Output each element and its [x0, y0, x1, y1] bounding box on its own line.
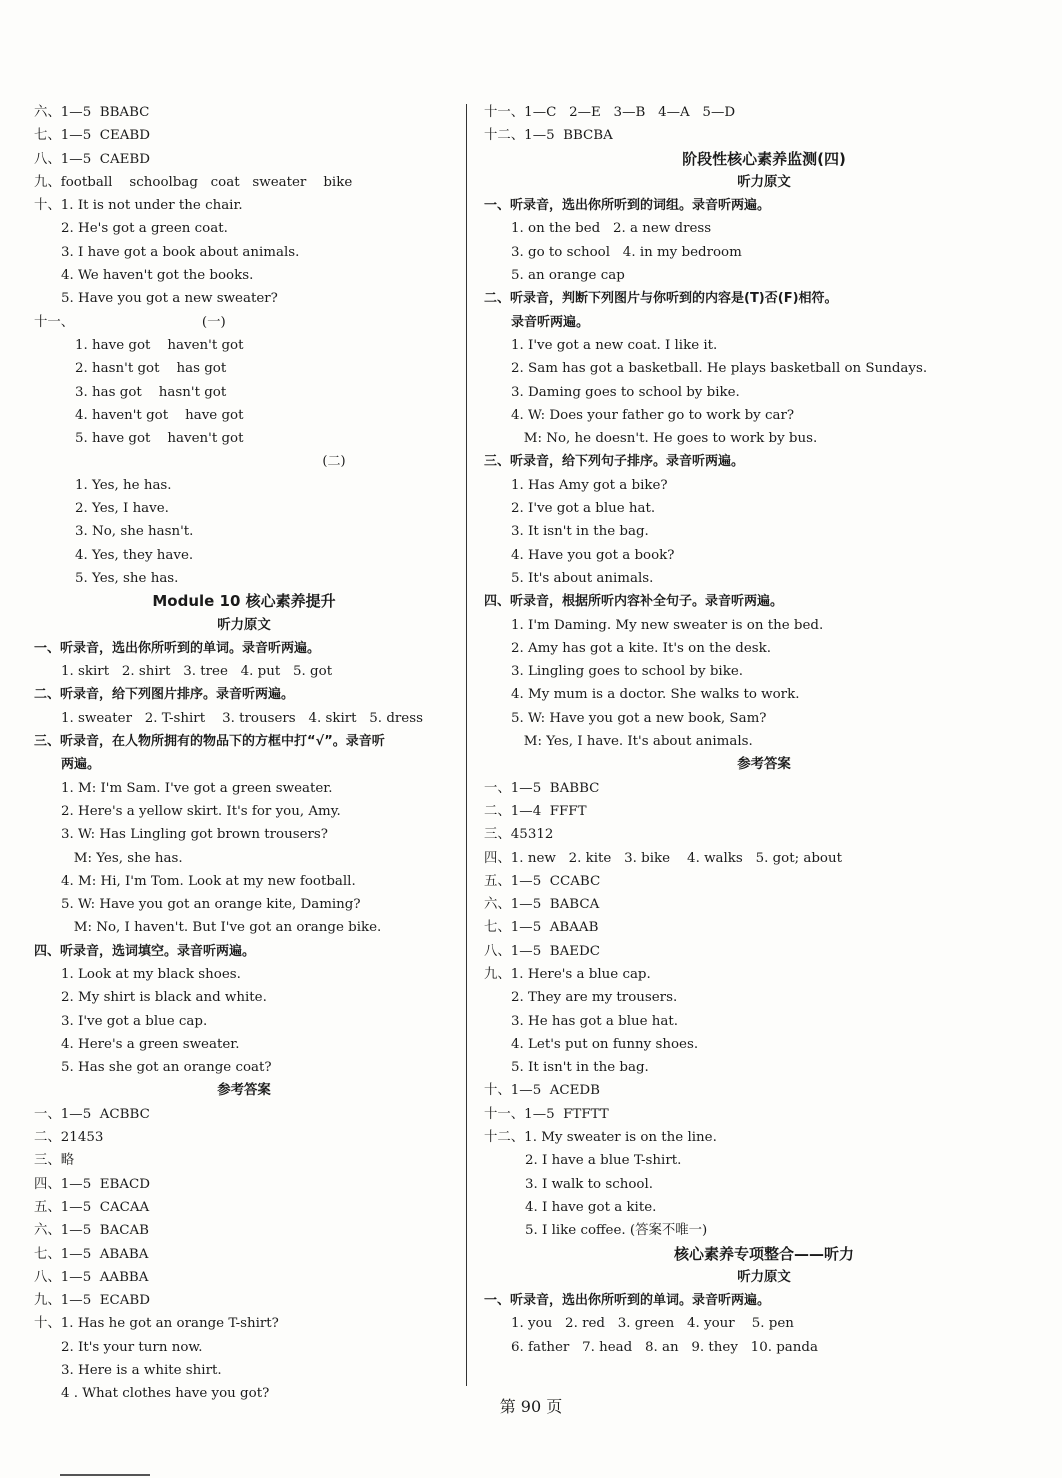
- left-line: 3. I've got a blue cap.: [61, 1013, 208, 1029]
- right-line: M: Yes, I have. It's about animals.: [511, 734, 753, 750]
- left-line: 八、1—5 CAEBD: [34, 151, 150, 167]
- right-line: 十一、1—C 2—E 3—B 4—A 5—D: [484, 105, 736, 120]
- left-line: 4. Here's a green sweater.: [61, 1036, 240, 1052]
- right-line: 2. Amy has got a kite. It's on the desk.: [511, 640, 772, 656]
- right-line: 6. father 7. head 8. an 9. they 10. panda: [511, 1339, 818, 1355]
- left-line: 三、略: [34, 1153, 75, 1169]
- right-line: 十二、1—5 BBCBA: [484, 128, 613, 144]
- left-line: 3. has got hasn't got: [75, 384, 227, 400]
- left-line: 二、听录音，给下列图片排序。录音听两遍。: [34, 687, 295, 703]
- left-line: 5. Yes, she has.: [75, 570, 179, 586]
- left-line: 两遍。: [61, 757, 101, 773]
- left-line: 十、1. It is not under the chair.: [34, 198, 243, 214]
- right-line: 一、听录音，选出你所听到的单词。录音听两遍。: [484, 1293, 771, 1309]
- right-line: 四、听录音，根据所听内容补全句子。录音听两遍。: [484, 594, 784, 610]
- left-line: 3. No, she hasn't.: [75, 524, 194, 540]
- right-line: 1. Has Amy got a bike?: [511, 477, 668, 493]
- right-line: 2. I have a blue T-shirt.: [525, 1153, 682, 1169]
- right-line: 5. an orange cap: [511, 268, 625, 284]
- left-line: 1. skirt 2. shirt 3. tree 4. put 5. got: [61, 664, 333, 680]
- left-line: 2. He's got a green coat.: [61, 221, 228, 237]
- right-line: M: No, he doesn't. He goes to work by bus.: [511, 431, 818, 447]
- right-line: 十、1—5 ACEDB: [484, 1083, 600, 1099]
- right-line: 十一、1—5 FTFTT: [484, 1106, 609, 1122]
- left-line: 4. Yes, they have.: [75, 547, 194, 563]
- left-line: 5. Has she got an orange coat?: [61, 1060, 272, 1076]
- left-line: 4 . What clothes have you got?: [61, 1386, 270, 1402]
- left-line: Module 10 核心素养提升: [152, 592, 336, 611]
- right-line: 3. He has got a blue hat.: [511, 1013, 679, 1029]
- right-line: 三、45312: [484, 827, 554, 843]
- right-line: 六、1—5 BABCA: [484, 897, 600, 913]
- left-line: 九、1—5 ECABD: [34, 1293, 150, 1309]
- left-line: 1. have got haven't got: [75, 337, 244, 353]
- right-line: 4. My mum is a doctor. She walks to work.: [511, 687, 800, 703]
- right-column: [484, 101, 1044, 1359]
- right-line: 三、听录音，给下列句子排序。录音听两遍。: [484, 454, 745, 470]
- column-divider: [466, 104, 467, 1386]
- left-line: 七、1—5 CEABD: [34, 128, 150, 144]
- left-line: 五、1—5 CACAA: [34, 1199, 150, 1215]
- right-line: 2. They are my trousers.: [511, 990, 678, 1006]
- right-line: 九、1. Here's a blue cap.: [484, 966, 651, 982]
- right-line: 参考答案: [737, 757, 791, 773]
- left-line: 十一、 (一): [34, 314, 226, 330]
- right-line: 5. W: Have you got a new book, Sam?: [511, 710, 767, 726]
- right-line: 一、听录音，选出你所听到的词组。录音听两遍。: [484, 198, 771, 214]
- left-line: 六、1—5 BACAB: [34, 1223, 149, 1239]
- left-line: M: No, I haven't. But I've got an orange bike.: [61, 920, 382, 936]
- left-line: 3. I have got a book about animals.: [61, 244, 300, 260]
- right-line: 4. I have got a kite.: [525, 1199, 657, 1215]
- right-line: 七、1—5 ABAAB: [484, 920, 599, 936]
- right-line: 3. Lingling goes to school by bike.: [511, 664, 744, 680]
- right-line: 3. It isn't in the bag.: [511, 524, 649, 540]
- left-line: 2. Here's a yellow skirt. It's for you, Amy.: [61, 803, 341, 819]
- left-line: 4. M: Hi, I'm Tom. Look at my new football.: [61, 873, 356, 889]
- left-line: 七、1—5 ABABA: [34, 1246, 149, 1262]
- left-line: 参考答案: [217, 1083, 271, 1099]
- right-line: 4. W: Does your father go to work by car?: [511, 407, 795, 423]
- left-line: 2. My shirt is black and white.: [61, 990, 267, 1006]
- right-line: 4. Have you got a book?: [511, 547, 675, 563]
- left-line: 二、21453: [34, 1130, 104, 1146]
- right-line: 1. you 2. red 3. green 4. your 5. pen: [511, 1316, 794, 1332]
- left-line: 1. Look at my black shoes.: [61, 966, 241, 982]
- left-line: 八、1—5 AABBA: [34, 1269, 149, 1285]
- right-line: 5. It isn't in the bag.: [511, 1060, 649, 1076]
- page-number: 第 90 页: [499, 1397, 563, 1416]
- right-line: 一、1—5 BABBC: [484, 780, 600, 796]
- right-line: 3. I walk to school.: [525, 1176, 654, 1192]
- left-line: 1. M: I'm Sam. I've got a green sweater.: [61, 780, 333, 796]
- left-line: 2. Yes, I have.: [75, 501, 169, 517]
- right-line: 1. I've got a new coat. I like it.: [511, 337, 718, 353]
- footer-rule: [60, 1474, 150, 1476]
- left-line: 一、1—5 ACBBC: [34, 1106, 150, 1122]
- right-line: 八、1—5 BAEDC: [484, 943, 600, 959]
- left-line: 听力原文: [217, 617, 271, 633]
- right-line: 5. It's about animals.: [511, 570, 654, 586]
- right-line: 四、1. new 2. kite 3. bike 4. walks 5. got; about: [484, 850, 843, 866]
- right-line: 二、1—4 FFFT: [484, 803, 587, 819]
- left-column: [34, 101, 454, 1406]
- left-line: 5. have got haven't got: [75, 431, 244, 447]
- right-line: 3. go to school 4. in my bedroom: [511, 244, 742, 260]
- left-line: 四、听录音，选词填空。录音听两遍。: [34, 943, 256, 959]
- right-line: 录音听两遍。: [511, 314, 590, 330]
- right-line: 阶段性核心素养监测(四): [682, 149, 846, 168]
- left-line: 4. haven't got have got: [75, 407, 244, 423]
- left-line: 四、1—5 EBACD: [34, 1176, 150, 1192]
- left-line: 2. hasn't got has got: [75, 361, 227, 377]
- left-line: 1. sweater 2. T-shirt 3. trousers 4. skirt 5. dress: [61, 710, 423, 726]
- left-line: 4. We haven't got the books.: [61, 268, 254, 284]
- left-line: 一、听录音，选出你所听到的单词。录音听两遍。: [34, 640, 321, 656]
- right-line: 核心素养专项整合——听力: [673, 1244, 854, 1263]
- right-line: 听力原文: [737, 1269, 791, 1285]
- left-line: 1. Yes, he has.: [75, 477, 172, 493]
- right-line: 5. I like coffee. (答案不唯一): [525, 1223, 708, 1239]
- right-line: 五、1—5 CCABC: [484, 873, 601, 889]
- left-line: 3. Here is a white shirt.: [61, 1363, 222, 1379]
- right-line: 2. I've got a blue hat.: [511, 501, 656, 517]
- left-line: 3. W: Has Lingling got brown trousers?: [61, 827, 328, 843]
- left-line: 2. It's your turn now.: [61, 1339, 203, 1355]
- left-line: (二): [322, 454, 346, 470]
- left-line: 六、1—5 BBABC: [34, 105, 150, 120]
- left-line: 三、听录音，在人物所拥有的物品下的方框中打“√”。录音听: [34, 734, 385, 750]
- right-line: 十二、1. My sweater is on the line.: [484, 1130, 717, 1146]
- left-line: M: Yes, she has.: [61, 850, 183, 866]
- right-line: 4. Let's put on funny shoes.: [511, 1036, 699, 1052]
- right-line: 2. Sam has got a basketball. He plays basketball on Sundays.: [511, 361, 928, 377]
- left-line: 十、1. Has he got an orange T-shirt?: [34, 1316, 279, 1332]
- left-line: 5. Have you got a new sweater?: [61, 291, 278, 307]
- right-line: 3. Daming goes to school by bike.: [511, 384, 740, 400]
- left-line: 九、football schoolbag coat sweater bike: [34, 174, 353, 190]
- right-line: 1. on the bed 2. a new dress: [511, 221, 712, 237]
- right-line: 二、听录音，判断下列图片与你听到的内容是(T)否(F)相符。: [484, 291, 838, 307]
- right-line: 听力原文: [737, 174, 791, 190]
- left-line: 5. W: Have you got an orange kite, Daming?: [61, 897, 361, 913]
- right-line: 1. I'm Daming. My new sweater is on the bed.: [511, 617, 824, 633]
